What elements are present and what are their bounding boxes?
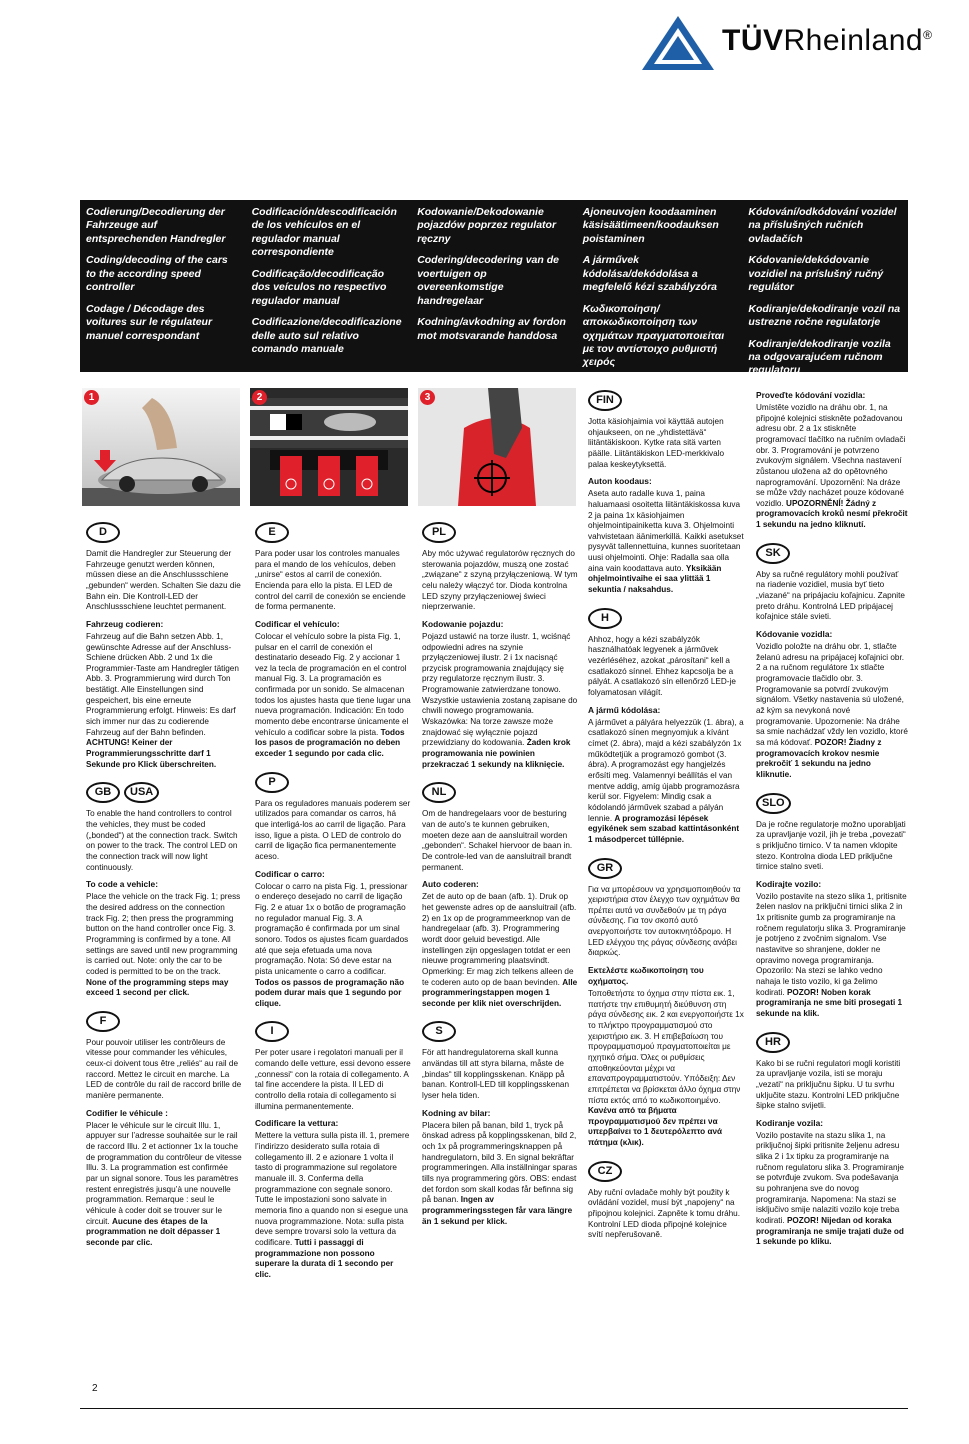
- s-intro: För att handregulatorerna skall kunna användas till att styra bilarna, måste de „bindas“ till kopplingsskenan. Knäpp på banan. Kontroll-LED till kopplingsskenan lyser hela tiden.: [422, 1048, 570, 1101]
- e-heading: Codificar el vehículo:: [255, 618, 340, 629]
- language-badge-gr: GR: [588, 858, 622, 879]
- language-badge-pl: PL: [422, 522, 456, 543]
- column-3: [422, 516, 578, 1233]
- logo-text: TÜVRheinland®: [722, 24, 933, 57]
- i-intro: Per poter usare i regolatori manuali per il comando delle vetture, essi devono essere „connessi“ con la rotaia di collegamento. A tal fine accendere la pista. Il LED di controllo della rotaia di collegamento si illumina permanentemente.: [255, 1048, 411, 1111]
- sk-intro: Aby sa ručné regulátory mohli používať na riadenie vozidiel, musia byť tieto „viazané“ na pripájaciu koľajnicu. Zapnite preto dráhu. Kontrolná LED pripájacej koľajnice stále svieti.: [756, 569, 905, 622]
- p-heading: Codificar o carro:: [255, 868, 325, 879]
- fin-intro: Jotta käsiohjaimia voi käyttää autojen ohjaukseen, on ne „yhdistettävä“ liitäntäkiskoon. Kytke rata sitä varten päälle. Liitäntäkiskon LED-merkkivalo palaa keskeytyksettä.: [588, 417, 725, 469]
- gb-heading: To code a vehicle:: [86, 879, 158, 890]
- hr-body: Vozilo postavite na stazu slika 1, na priključnoj šipki pritisnite željenu adresu slika 2 i 1x tipku za programiranje na ručnom regulatoru slika 3. Programiranje se potvrđuje zvukom. Sva podešavanja su pohranjena sve do novog programiranja. Napomena: Na stazi se isključivo smije nalaziti vozilo koje treba kodirati. POZOR! Nijedan od koraka programiranja ne smije trajati duže od 1 sekunde po kliku.: [756, 1130, 904, 1247]
- column-2: [255, 516, 411, 1287]
- fin-body: Aseta auto radalle kuva 1, paina haluamaasi osoitetta liitäntäkiskossa kuva 2 ja paina 1x käsiohjaimen ohjelmointipainiketta kuva 3. Ohjelmointi vahvistetaan äänimerkillä. Kaikki asetukset pysyvät tallennettuina, kunnes suoritetaan uusi ohjelmointi. Ohje: Radalla saa olla aina vain koodattava auto. Yksikään ohjelmointivaihe ei saa ylittää 1 sekuntia / naksahdus.: [588, 489, 744, 595]
- footer-rule: [80, 1408, 908, 1409]
- figure-number: 3: [420, 390, 435, 405]
- figure-1-car-on-track: [82, 388, 240, 506]
- column-1: [86, 516, 242, 1255]
- language-badge-i: I: [255, 1021, 289, 1042]
- banner-col-2: Codificación/descodificación de los vehículos en el regulador manual correspondiente Codificação/decodificação dos veículos no respectivo regulador manual Codificazione/decodificazione delle auto sul relativo comando manuale: [251, 206, 402, 355]
- nl-heading: Auto coderen:: [422, 879, 479, 890]
- d-body: Fahrzeug auf die Bahn setzen Abb. 1, gewünschte Adresse auf der Anschluss-Schiene drücken Abb. 2 und 1x die Programmier-Taste am Handregler tätigen Abb. 3. Programmierung wird durch Ton bestätigt. Alle Einstellungen sind gespeichert, bis eine erneute Programmierung erfolgt. Hinweis: Es darf sich immer nur das zu codierende Fahrzeug auf der Bahn befinden. ACHTUNG! Keiner der Programmierungsschritte darf 1 Sekunde pro Klick überschreiten.: [86, 631, 239, 769]
- nl-body: Zet de auto op de baan (afb. 1). Druk op het gewenste adres op de aansluitrail (afb. 2) en 1x op de programmeerknop van de handregelaar (afb. 3). Programmering wordt door geluid bevestigd. Alle instellingen zijn opgeslagen totdat er een nieuwe programmering plaatsvindt. Opmerking: Er mag zich telkens alleen de te coderen auto op de baan bevinden. Alle programmeringstappen mogen 1 seconde per klik niet overschrijden.: [422, 892, 578, 1008]
- gr-body: Τοποθετήστε το όχημα στην πίστα εικ. 1, πατήστε την επιθυμητή διεύθυνση στη ράγα σύνδεσης εικ. 2 και ενεργοποιήστε 1x το πλήκτρο προγραμματισμού στο χειριστήριο εικ. 3. Η επιβεβαίωση του προγραμματισμού πραγματοποιείται με ηχητικό σήμα. Όλες οι ρυθμίσεις αποθηκεύονται μέχρι να επαναπρογραμματιστούν. Υπόδειξη: Δεν επιτρέπεται να βρίσκεται άλλο όχημα στην πίστα εκτός από το κωδικοποιημένο. Κανένα από τα βήματα προγραμματισμού δεν πρέπει να υπερβαίνει το 1 δευτερόλεπτο ανά πάτημα (κλικ).: [588, 988, 744, 1148]
- language-badge-h: H: [588, 608, 622, 629]
- language-badge-d: D: [86, 522, 120, 543]
- h-intro: Ahhoz, hogy a kézi szabályzók használhatóak legyenek a járművek vezérléséhez, azokat „párosítani“ kell a csatlakozó sínnel. Ehhez kapcsolja be a pályát. A csatlakozó sín ellenőrző LED-je folyamatosan világít.: [588, 634, 736, 698]
- language-badge-slo: SLO: [756, 793, 791, 814]
- f-intro: Pour pouvoir utiliser les contrôleurs de vitesse pour commander les véhicules, ceux-ci doivent tous être „reliés“ au rail de raccord. Mettez le circuit en marche. La LED de contrôle du rail de raccord brille de manière permanente.: [86, 1037, 242, 1101]
- f-body: Placer le véhicule sur le circuit Illu. 1, appuyer sur l’adresse souhaitée sur le rail de raccord Illu. 2 et actionner 1x la touche de programmation du contrôleur de vitesse Illu. 3. La programmation est confirmée par un signal sonore. Tous les paramètres restent enregistrés jusqu’à une nouvelle programmation. Remarque : seul le véhicule à coder doit se trouver sur le circuit. Aucune des étapes de la programmation ne doit dépasser 1 seconde par clic.: [86, 1120, 242, 1247]
- sk-heading: Kódovanie vozidla:: [756, 629, 833, 640]
- sk-body: Vozidlo položte na dráhu obr. 1, stlačte želanú adresu na pripájacej koľajnici obr. 2 a na ručnom regulátore 1x stlačte programovacie tlačidlo obr. 3. Programovanie sa potvrdí zvukovým signálom. Všetky nastavenia sú uložené, až kým sa nevykoná nové programovanie. Upozornenie: Na dráhe sa smie nachádzať vždy len vozidlo, ktoré sa má kódovať. POZOR! Žiadny z programovacích krokov nesmie prekročiť 1 sekundu na jedno kliknutie.: [756, 642, 908, 779]
- banner-col-1: Codierung/Decodierung der Fahrzeuge auf entsprechenden Handregler Coding/decoding of the cars to the according speed controller Codage / Décodage des voitures sur le régulateur manuel correspondant: [86, 206, 228, 342]
- s-heading: Kodning av bilar:: [422, 1107, 491, 1118]
- figure-number: 2: [252, 390, 267, 405]
- gr-intro: Για να μπορέσουν να χρησιμοποιηθούν τα χειριστήρια στον έλεγχο των οχημάτων θα πρέπει αυτά να συνδεθούν με τη ράγα σύνδεσης. Για τον σκοπό αυτό ανεργοποιήστε τον αυτοκινητόδρομο. Η LED ελέγχου της ράγας σύνδεσης ανάβει διαρκώς.: [588, 884, 741, 958]
- f-heading: Codifier le véhicule :: [86, 1107, 168, 1118]
- d-intro: Damit die Handregler zur Steuerung der Fahrzeuge genutzt werden können, müssen diese an die Anschlussschiene „gebunden“ werden. Schalten Sie dazu die Bahn ein. Die Kontroll-LED der Anschlussschiene leuchtet permanent.: [86, 549, 241, 612]
- language-badge-usa: USA: [124, 782, 159, 803]
- column-5: [756, 384, 908, 1254]
- h-body: A járművet a pályára helyezzük (1. ábra), a csatlakozó sínen megnyomjuk a kívánt címet (2. ábra), majd a kézi szabályzón 1x működtetjük a programozó gombot (3. ábra). A programozást egy hangjelzés erősíti meg. Valamennyi beállítás el van mentve addig, amíg újabb programozásra kerül sor. Figyelem: Mindig csak a kódolandó járművek szabad a pályán lennie. A programozási lépések egyikének sem szabad kattintásonként 1 másodpercet túllépnie.: [588, 717, 744, 844]
- banner-col-5: Kódování/odkódování vozidel na příslušných ručních ovladačích Kódovanie/dekódovanie vozidiel na príslušný ručný regulátor Kodiranje/dekodiranje vozil na ustrezne ročne regulatorje Kodiranje/dekodiranje vozila na odgovarajućem ručnom regulatoru: [748, 206, 901, 377]
- h-heading: A jármű kódolása:: [588, 704, 661, 715]
- pl-intro: Aby móc używać regulatorów ręcznych do sterowania pojazdów, muszą one zostać „związane“ z szyną przyłączeniową. W tym celu należy włączyć tor. Dioda kontrolna LED szyny przyłączeniowej świeci nieprzerwanie.: [422, 549, 578, 612]
- gb-body: Place the vehicle on the track Fig. 1; press the desired address on the connection track Fig. 2; then press the programming button on the hand controller once Fig. 3. Programming is confirmed by a tone. All settings are saved until new programming is carried out. Note: only the car to be coded is permitted to be on the track. None of the programming steps may exceed 1 second per click.: [86, 892, 241, 998]
- triangle-logo-icon: [640, 14, 716, 72]
- hr-heading: Kodiranje vozila:: [756, 1117, 824, 1128]
- banner-col-3: Kodowanie/Dekodowanie pojazdów poprzez regulator ręczny Codering/decodering van de voertuigen op overeenkomstige handregelaar Kodning/avkodning av fordon mot motsvarande handdosa: [417, 206, 566, 342]
- slo-intro: Da je ročne regulatorje možno uporabljati za upravljanje vozil, jih je treba „povezati“ s priključno tirnico. V ta namen vklopite stezo. Kontrolna dioda LED priključne tirnice stalno sveti.: [756, 819, 906, 872]
- p-body: Colocar o carro na pista Fig. 1, pressionar o endereço desejado no carril de ligação Fig. 2 e atuar 1x o botão de programação no regulador manual Fig. 3. A programação é confirmada por um sinal sonoro. Todos os ajustes ficam guardados até que seja efetuada uma nova programação. Nota: Só deve estar na pista unicamente o carro a codificar. Todos os passos de programação não podem durar mais que 1 segundo por clique.: [255, 881, 409, 1008]
- gr-heading: Εκτελέστε κωδικοποίηση του οχήματος.: [588, 965, 704, 987]
- cz-body: Umístěte vozidlo na dráhu obr. 1, na připojné kolejnici stiskněte požadovanou adresu obr. 2 a 1x stiskněte programovací tlačítko na ručním ovladači obr. 3. Programování je potvrzeno zvukovým signálem. Všechna nastavení zůstanou uložena až do opětovného naprogramování. Upozornění: Na dráze se může vždy nacházet pouze kódované vozidlo. UPOZORNĚNÍ! Žádný z programovacích kroků nesmí překročit 1 sekundu na jedno kliknutí.: [756, 402, 908, 530]
- column-4: [588, 384, 744, 1247]
- language-badge-cz: CZ: [588, 1161, 622, 1182]
- i-heading: Codificare la vettura:: [255, 1118, 339, 1129]
- language-badge-e: E: [255, 522, 289, 543]
- d-heading: Fahrzeug codieren:: [86, 618, 164, 629]
- language-badge-sk: SK: [756, 543, 790, 564]
- p-intro: Para os reguladores manuais poderem ser utilizados para comandar os carros, há que interligá-los ao carril de ligação. Para isso, ligue a pista. O LED de controlo do carril de ligação fica permanentemente aceso.: [255, 798, 411, 862]
- slo-body: Vozilo postavite na stezo slika 1, pritisnite želen naslov na priključni tirnici slika 2 in 1x pritisnite gumb za programiranje na ročnem regulatorju slika 3. Programiranje je potrjeno z zvočnim signalom. Vse nastavitve so shranjene, dokler ne opravimo novega programiranja. Opozorilo: Na stezi se lahko vedno nahaja le tisto vozilo, ki ga želimo kodirati. POZOR! Noben korak programiranja ne sme biti prosegati 1 sekunde na klik.: [756, 891, 907, 1018]
- figure-2-connection-track: [250, 388, 408, 506]
- figure-3-hand-controller: [418, 388, 576, 506]
- tuv-rheinland-logo: [640, 14, 960, 74]
- language-badge-nl: NL: [422, 782, 456, 803]
- pl-heading: Kodowanie pojazdu:: [422, 618, 504, 629]
- language-badge-fin: FIN: [588, 390, 622, 411]
- e-body: Colocar el vehículo sobre la pista Fig. 1, pulsar en el carril de conexión el destinatario deseado Fig. 2 y accionar 1 vez la tecla de programación en el control manual Fig. 3. La programación es confirmada por un sonido. Se almacenan todos los ajustes hasta que tiene lugar una nueva programación. Indicación: En todo momento debe encontrarse únicamente el vehículo a codificar sobre la pista. Todos los pasos de programación no deben exceder 1 segundo por cada clic.: [255, 631, 411, 759]
- language-badge-p: P: [255, 772, 289, 793]
- page-number: 2: [92, 1383, 98, 1394]
- pl-body: Pojazd ustawić na torze ilustr. 1, wciśnąć odpowiedni adres na szynie przyłączeniowej ilustr. 2 i 1x nacisnąć przycisk programowania znajdujący się przy regulatorze ręcznym ilustr. 3. Programowanie zatwierdzane tonowo. Wszystkie ustawienia zostaną zapisane do chwili nowego programowania. Wskazówka: Na torze zawsze może znajdować się wyłącznie pojazd przewidziany do kodowania. Żaden krok programowania nie powinien przekraczać 1 sekundy na kliknięcie.: [422, 631, 578, 769]
- language-badge-hr: HR: [756, 1032, 790, 1053]
- i-body: Mettere la vettura sulla pista ill. 1, premere l’indirizzo desiderato sulla rotaia di collegamento ill. 2 e azionare 1 volta il tasto di programmazione sul regolatore manuale ill. 3. Conferma della programmazione con segnale sonoro. Tutte le impostazioni sono salvate in memoria fino a quando non si esegue una nuova programmazione. Nota: sulla pista deve sempre trovarsi solo la vettura da codificare. Tutti i passaggi di programmazione non possono superare la durata di 1 secondo per clic.: [255, 1131, 410, 1279]
- title-banner: [80, 200, 908, 377]
- e-intro: Para poder usar los controles manuales para el mando de los vehículos, deben „unirse“ estos al carril de conexión. Encienda para ello la pista. El LED de control del carril de conexión se enciende de forma permanente.: [255, 549, 406, 612]
- banner-col-4: Ajoneuvojen koodaaminen käsisäätimeen/koodauksen poistaminen A járművek kódolása/dekódolása a megfelelő kézi szabályzóra Κωδικοποίηση/αποκωδικοποίηση των οχημάτων πραγματοποιείται με τον αντίστοιχο ρυθμιστή χειρός: [582, 206, 725, 369]
- cz-heading: Proveďte kódování vozidla:: [756, 390, 866, 400]
- language-badge-gb: GB: [86, 782, 120, 803]
- gb-intro: To enable the hand controllers to control the vehicles, they must be coded („bonded“) at the connection track. Switch on power to the track. The control LED on the connection track will now light continuously.: [86, 809, 238, 872]
- cz-intro: Aby ruční ovladače mohly být použity k ovládání vozidel, musí být „napojeny“ na připojnou kolejnici. Zapněte k tomu dráhu. Kontrolní LED dioda připojné kolejnice svítí nepřerušovaně.: [588, 1187, 741, 1240]
- language-badge-s: S: [422, 1021, 456, 1042]
- nl-intro: Om de handregelaars voor de besturing van de auto’s te kunnen gebruiken, moeten deze aan de aansluitrail worden „gebonden“. Schakel hiervoor de baan in. De controle-led van de aansluitrail brandt permanent.: [422, 809, 573, 872]
- slo-heading: Kodirajte vozilo:: [756, 878, 822, 889]
- figure-number: 1: [84, 390, 99, 405]
- s-body: Placera bilen på banan, bild 1, tryck på önskad adress på kopplingsskenan, bild 2, och 1x på programmeringsknappen på handregulatorn, bild 3. En signal bekräftar programmeringen. Alla inställningar sparas tills nya programmering görs. OBS: endast det fordon som skall kodas får befinna sig på banan. Ingen av programmeringsstegen får vara längre än 1 sekund per klick.: [422, 1120, 578, 1226]
- hr-intro: Kako bi se ručni regulatori mogli koristiti za upravljanje vozila, isti se moraju „vezati“ na priključnu šipku. U tu svrhu uključite stazu. Kontrolni LED priključne šipke stalno svijetli.: [756, 1058, 901, 1111]
- language-badge-f: F: [86, 1011, 120, 1032]
- fin-heading: Auton koodaus:: [588, 476, 652, 487]
